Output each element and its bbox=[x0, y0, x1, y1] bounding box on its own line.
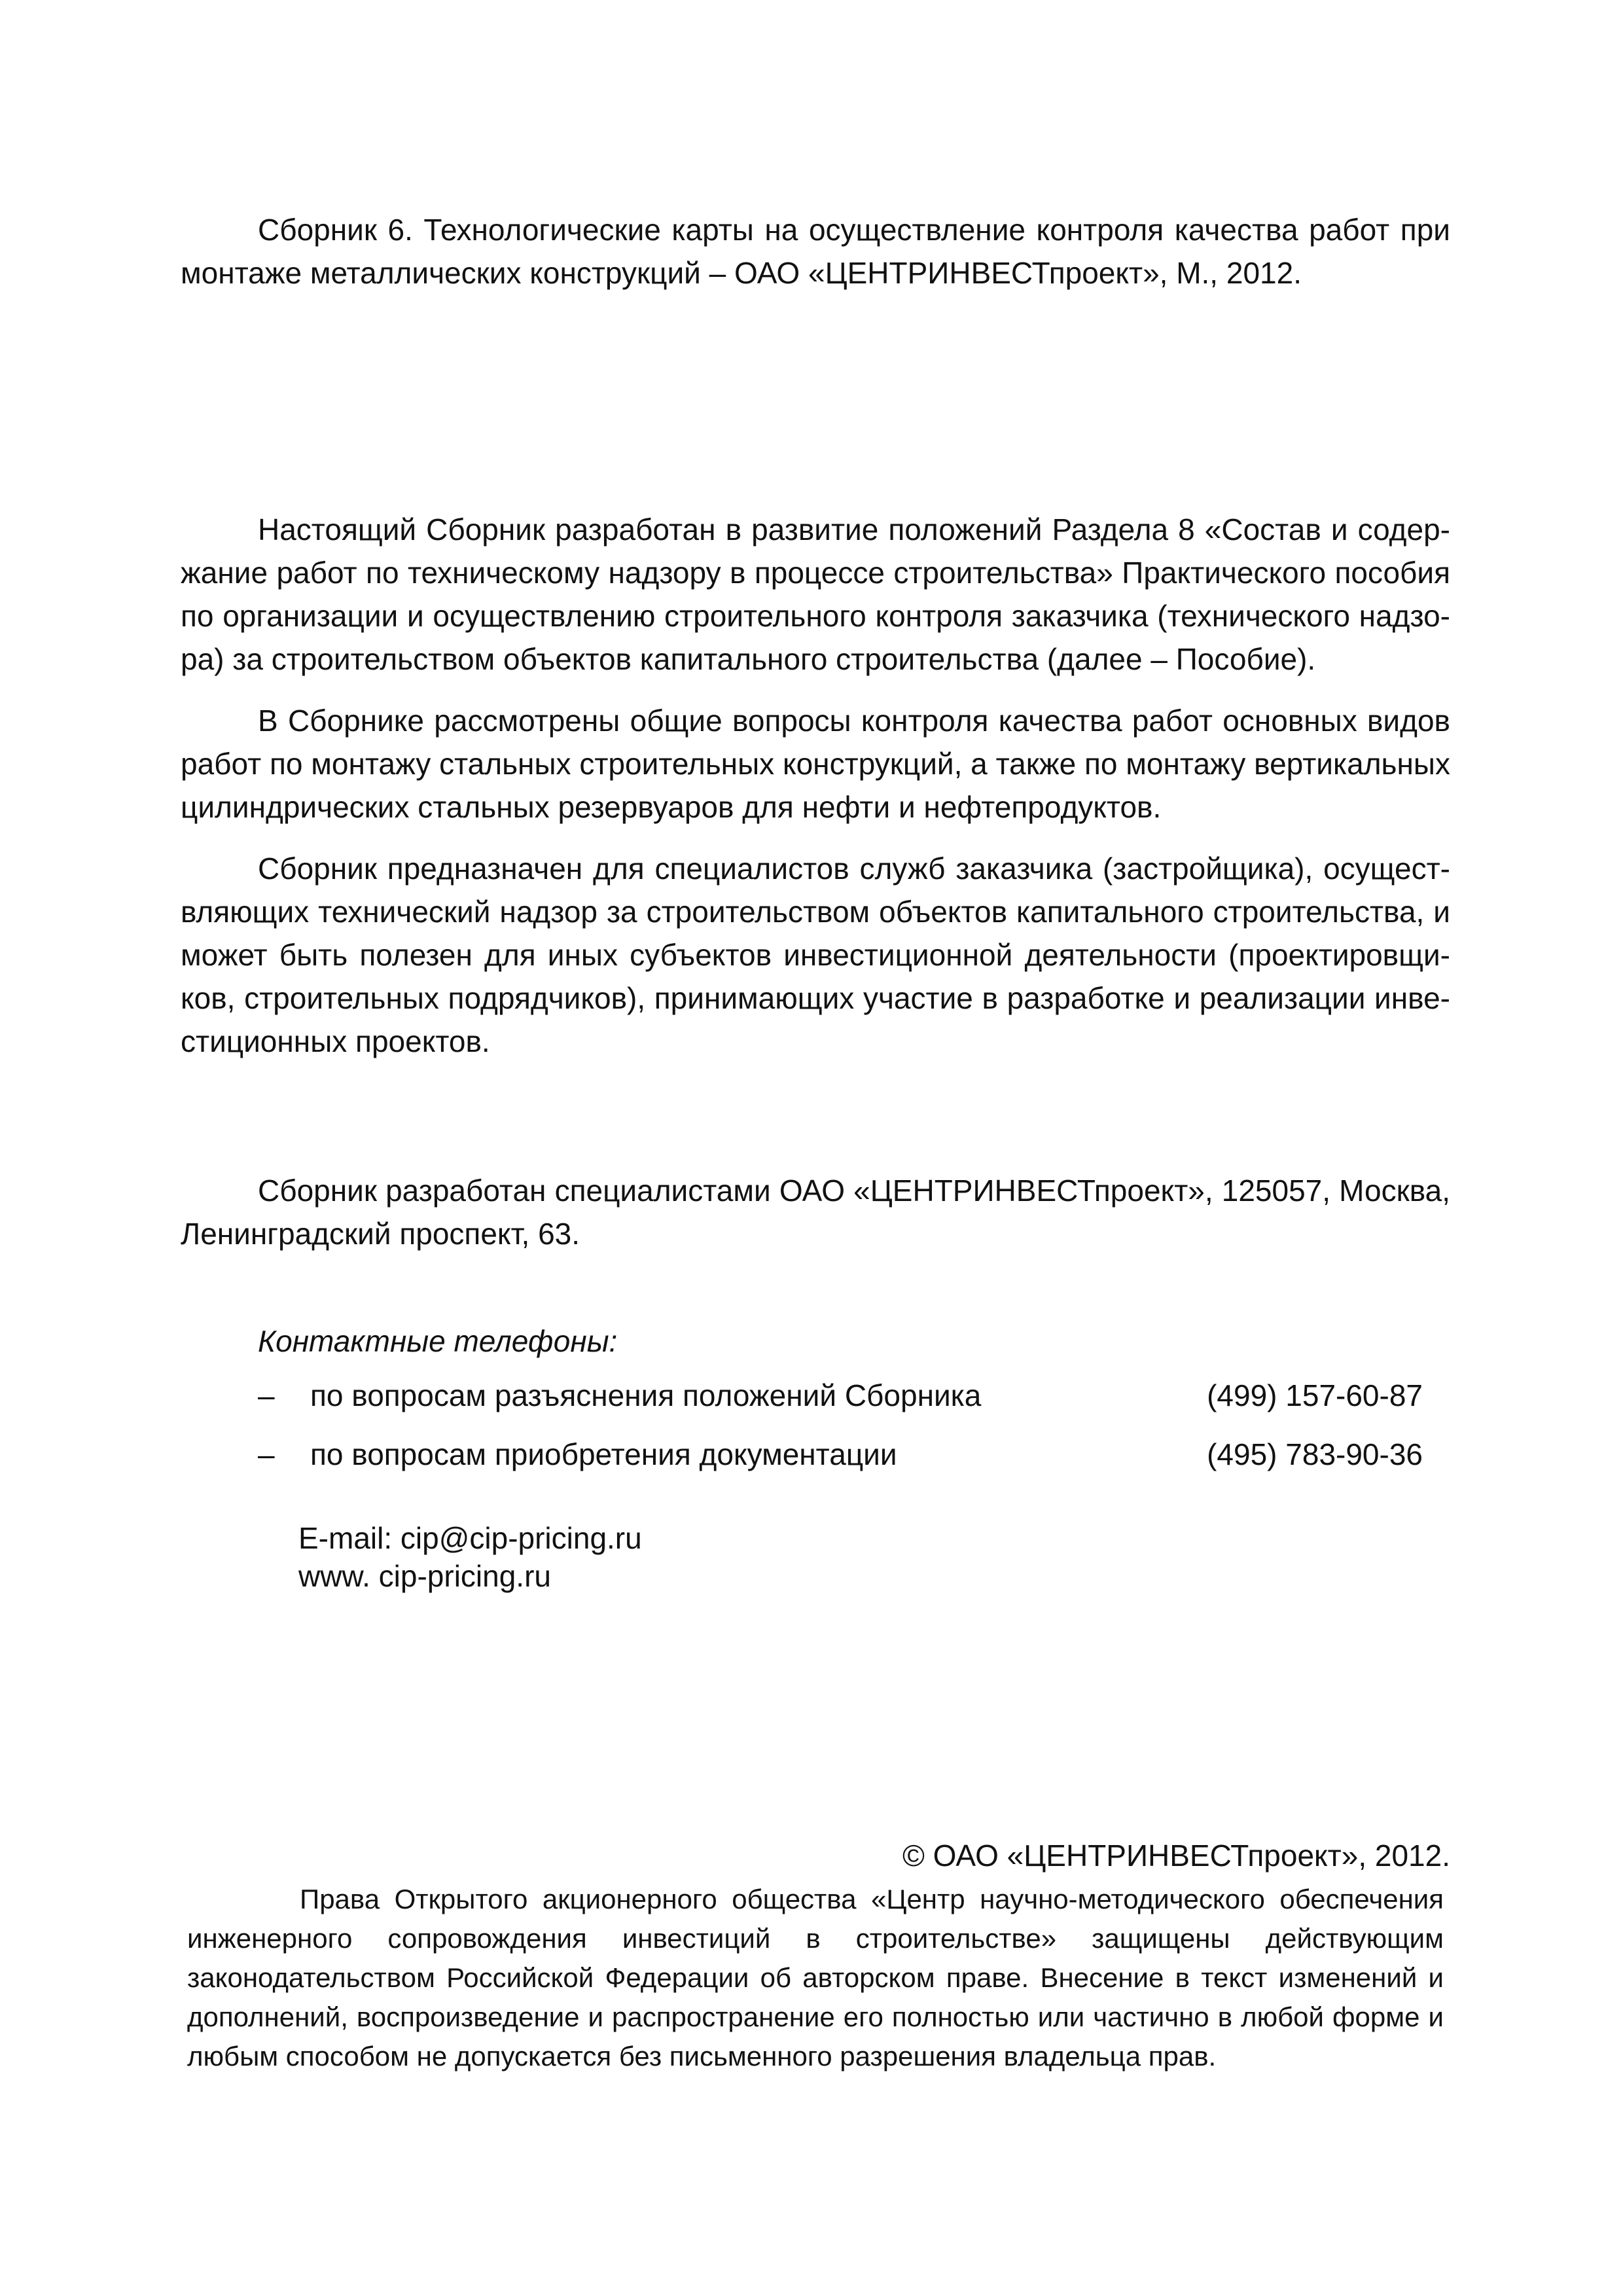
document-title-block bbox=[181, 208, 1450, 295]
document-title: Сборник 6. Технологические карты на осуществление контроля качества работ при монтаже металлических конструкций – ОАО «ЦЕНТРИНВЕСТпроект», М., 2012. bbox=[181, 213, 1450, 290]
list-dash: – bbox=[258, 1378, 275, 1412]
contact-phone: (495) 783-90-36 bbox=[1207, 1437, 1423, 1471]
list-dash: – bbox=[258, 1437, 275, 1471]
copyright-line: © ОАО «ЦЕНТРИНВЕСТпроект», 2012. bbox=[902, 1839, 1450, 1873]
rights-notice: Права Открытого акционерного общества «Центр научно-методического обеспечения инженерного сопровождения инвестиций в строительстве» защищены действующим законодательством Российской Федерации об авторском праве. Внесение в текст изменений и дополнений, воспроизведение и распространение его полностью или частично в любой форме и любым способом не допускается без письменного разрешения владельца прав. bbox=[187, 1884, 1444, 2072]
about-paragraph-2: В Сборнике рассмотрены общие вопросы контроля качества работ основных видов работ по монтажу стальных строительных конструкций, а также по монтажу вертикальных цилиндрических стальных резервуаров для нефти и нефтепродуктов. bbox=[181, 704, 1450, 824]
developer-paragraph: Сборник разработан специалистами ОАО «ЦЕНТРИНВЕСТпроект», 125057, Москва, Ленинградский проспект, 63. bbox=[181, 1174, 1450, 1251]
contact-label: по вопросам приобретения документации bbox=[310, 1437, 897, 1471]
contact-phone: (499) 157-60-87 bbox=[1207, 1378, 1423, 1412]
contact-row bbox=[258, 1433, 1423, 1476]
about-paragraph-3: Сборник предназначен для специалистов служб заказчика (застройщика), осуществляющих технический надзор за строительством объектов капитального строительства, и может быть полезен для иных субъектов инвестиционной деятельности (проектировщиков, строительных подрядчиков), принимающих участие в разработке и реализации инвестиционных проектов. bbox=[181, 852, 1450, 1058]
developer-section bbox=[181, 1169, 1450, 1255]
contact-row bbox=[258, 1374, 1423, 1417]
contact-label: по вопросам разъяснения положений Сборника bbox=[310, 1378, 982, 1412]
about-section bbox=[181, 508, 1450, 1063]
email-line: E-mail: cip@cip-pricing.ru bbox=[298, 1521, 642, 1555]
about-paragraph-1: Настоящий Сборник разработан в развитие положений Раздела 8 «Состав и содержание работ по техническому надзору в процессе строительства» Практического пособия по организации и осуществлению строительного контроля заказчика (технического надзора) за строительством объектов капитального строительства (далее – Пособие). bbox=[181, 512, 1450, 676]
contacts-heading: Контактные телефоны: bbox=[258, 1324, 618, 1358]
website-line: www. cip-pricing.ru bbox=[298, 1559, 551, 1593]
